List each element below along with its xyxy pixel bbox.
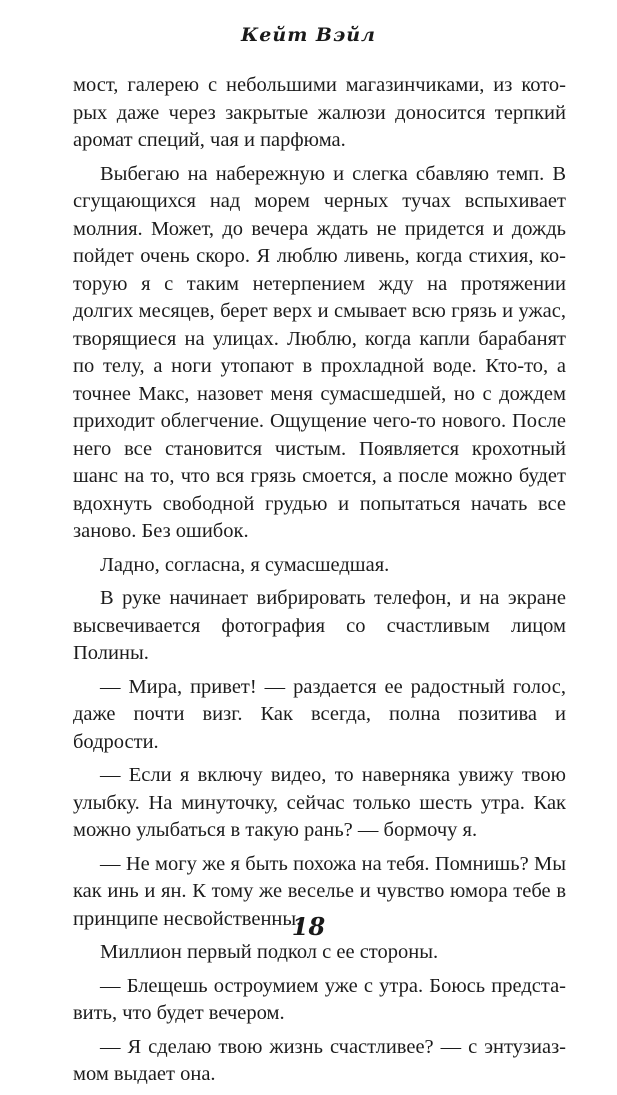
page-number: 18 [291,912,326,941]
paragraph-10: — Я сделаю твою жизнь счастливее? — с энтузиазмом выдает она. [73,1035,566,1085]
body-text [73,72,566,1095]
paragraph-2: Выбегаю на набережную и слегка сбавляю темп. В сгущающихся над морем черных тучах вспыхивает молния. Может, до вечера ждать не придется и дождь пойдет очень скоро. Я люблю ливень, когда стихия, которую я с таким нетерпением жду на протяжении долгих месяцев, берет верх и смывает всю грязь и ужас, творящиеся на улицах. Люблю, когда капли барабанят по телу, а ноги утопают в прохладной воде. Кто-то, а точнее Макс, назовет меня сумасшедшей, но с дождем приходит облегчение. Ощущение чего-то нового. После него все становится чистым. Появляется крохотный шанс на то, что вся грязь смоется, а после можно будет вдохнуть свободной грудью и попытаться начать все заново. Без ошибок. [73,162,566,542]
paragraph-3: Ладно, согласна, я сумасшедшая. [100,553,390,576]
paragraph-4: В руке начинает вибрировать телефон, и на экране высвечивается фотография со счастливым лицом Полины. [73,587,566,664]
paragraph-1: мост, галерею с небольшими магазинчиками, из которых даже через закрытые жалюзи доносится терпкий аромат специй, чая и парфюма. [73,74,566,151]
running-head-author: Кейт Вэйл [241,24,376,46]
paragraph-5: — Мира, привет! — раздается ее радостный голос, даже почти визг. Как всегда, полна позитива и бодрости. [73,675,566,753]
paragraph-7: — Не могу же я быть похожа на тебя. Помнишь? Мы как инь и ян. К тому же веселье и чувство юмора тебе в принципе несвойственны. [73,852,566,930]
paragraph-6: — Если я включу видео, то наверняка увижу твою улыбку. На минуточку, сейчас только шесть утра. Как можно улыбаться в такую рань? — бормочу я. [73,764,566,841]
paragraph-9: — Блещешь остроумием уже с утра. Боюсь представить, что будет вечером. [73,974,566,1024]
paragraph-8: Миллион первый подкол с ее стороны. [100,941,439,963]
